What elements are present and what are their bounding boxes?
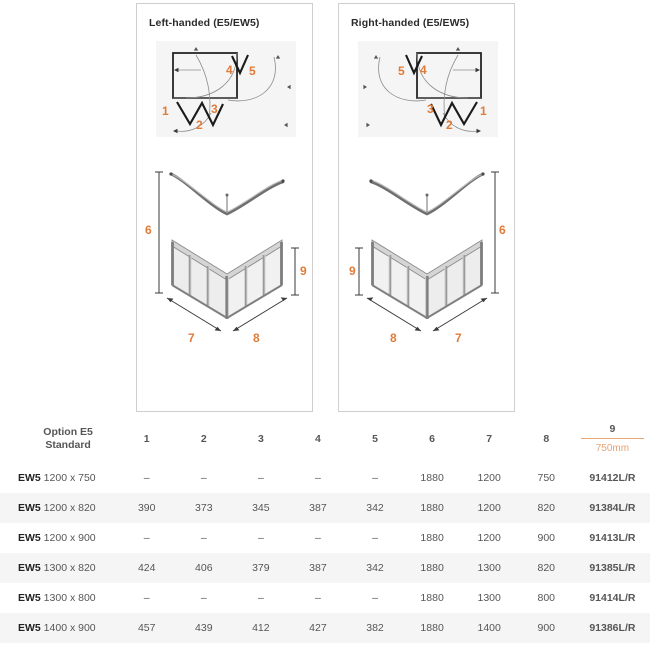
cell-value-1: – bbox=[143, 592, 150, 604]
cell-value-6: 1880 bbox=[420, 592, 444, 604]
cell-value-7: 1400 bbox=[461, 613, 518, 643]
cell-value-7: 1300 bbox=[477, 592, 501, 604]
panel-title-left-handed: Left-handed (E5/EW5) bbox=[149, 17, 260, 29]
cell-value-8: 820 bbox=[518, 553, 575, 583]
plan-view-svg-right bbox=[358, 41, 498, 137]
iso-label-9-left: 9 bbox=[300, 264, 307, 278]
plan-label-3-left: 3 bbox=[211, 102, 218, 116]
iso-label-9-right: 9 bbox=[349, 264, 356, 278]
cell-value-1: – bbox=[143, 472, 150, 484]
iso-label-6-left: 6 bbox=[145, 223, 152, 237]
table-body bbox=[0, 463, 650, 643]
cell-size: 1200 x 750 bbox=[40, 472, 96, 484]
header-col-7: 7 bbox=[486, 433, 493, 445]
cell-option bbox=[0, 493, 118, 523]
cell-value-7: 1200 bbox=[461, 493, 518, 523]
header-col-2: 2 bbox=[200, 433, 207, 445]
cell-value-2: 439 bbox=[175, 613, 232, 643]
cell-value-4: – bbox=[315, 532, 321, 544]
cell-product-code: 91412L/R bbox=[589, 472, 636, 484]
header-col-9 bbox=[575, 415, 650, 463]
cell-value-5: 342 bbox=[346, 553, 403, 583]
header-col-1: 1 bbox=[143, 433, 150, 445]
cell-value-3: – bbox=[257, 592, 264, 604]
diagram-panel-right-handed bbox=[338, 3, 515, 412]
plan-label-3-right: 3 bbox=[427, 102, 434, 116]
cell-value-4: 387 bbox=[289, 493, 346, 523]
table-row bbox=[0, 553, 650, 583]
header-option-line1: Option E5 bbox=[43, 426, 93, 438]
cell-value-5: 382 bbox=[346, 613, 403, 643]
cell-product-code: 91384L/R bbox=[575, 493, 650, 523]
isometric-view-svg-right bbox=[347, 152, 509, 352]
cell-product-code: 91413L/R bbox=[589, 532, 636, 544]
cell-value-4: 387 bbox=[289, 553, 346, 583]
iso-label-7-left: 7 bbox=[188, 331, 195, 345]
plan-label-2-right: 2 bbox=[446, 118, 453, 132]
cell-product-code: 91385L/R bbox=[575, 553, 650, 583]
cell-size: 1300 x 820 bbox=[40, 562, 96, 574]
plan-view-right-handed bbox=[358, 41, 498, 137]
header-col-5: 5 bbox=[372, 433, 378, 445]
table-row bbox=[0, 523, 650, 553]
cell-value-1: 424 bbox=[118, 553, 175, 583]
plan-label-1-left: 1 bbox=[162, 104, 169, 118]
iso-label-8-left: 8 bbox=[253, 331, 260, 345]
header-option bbox=[0, 415, 118, 463]
plan-label-5-right: 5 bbox=[398, 64, 405, 78]
cell-size: 1200 x 900 bbox=[40, 532, 96, 544]
plan-label-4-right: 4 bbox=[420, 63, 427, 77]
header-col-8: 8 bbox=[543, 433, 550, 445]
isometric-view-right-handed bbox=[347, 152, 509, 352]
header-col-6: 6 bbox=[429, 433, 436, 445]
header-col-9-inner bbox=[575, 422, 650, 456]
cell-product-code: 91386L/R bbox=[575, 613, 650, 643]
table-header bbox=[0, 415, 650, 463]
cell-size: 1400 x 900 bbox=[40, 622, 96, 634]
cell-value-2: – bbox=[200, 592, 207, 604]
plan-label-2-left: 2 bbox=[196, 118, 203, 132]
cell-value-8: 900 bbox=[518, 613, 575, 643]
header-col-9-subtitle: 750mm bbox=[595, 443, 630, 454]
header-col-9-number: 9 bbox=[581, 422, 644, 439]
cell-option bbox=[0, 553, 118, 583]
header-row bbox=[0, 415, 650, 463]
plan-label-1-right: 1 bbox=[480, 104, 487, 118]
iso-label-8-right: 8 bbox=[390, 331, 397, 345]
cell-value-8: 820 bbox=[518, 493, 575, 523]
table-row bbox=[0, 493, 650, 523]
cell-option bbox=[0, 613, 118, 643]
diagram-panel-left-handed bbox=[136, 3, 313, 412]
cell-value-6: 1880 bbox=[404, 553, 461, 583]
specification-table bbox=[0, 415, 650, 643]
cell-value-1: 457 bbox=[118, 613, 175, 643]
table-row bbox=[0, 583, 650, 613]
cell-model: EW5 bbox=[18, 592, 41, 604]
cell-size: 1300 x 800 bbox=[40, 592, 96, 604]
plan-label-4-left: 4 bbox=[226, 63, 233, 77]
cell-value-8: 900 bbox=[537, 532, 556, 544]
cell-value-1: – bbox=[143, 532, 150, 544]
cell-value-6: 1880 bbox=[404, 613, 461, 643]
table-row bbox=[0, 613, 650, 643]
isometric-view-left-handed bbox=[145, 152, 307, 352]
cell-value-8: 800 bbox=[537, 592, 556, 604]
cell-value-2: – bbox=[200, 472, 207, 484]
cell-option bbox=[0, 523, 118, 553]
plan-label-5-left: 5 bbox=[249, 64, 256, 78]
plan-view-left-handed bbox=[156, 41, 296, 137]
iso-label-6-right: 6 bbox=[499, 223, 506, 237]
cell-value-2: – bbox=[200, 532, 207, 544]
cell-value-6: 1880 bbox=[420, 472, 444, 484]
cell-value-6: 1880 bbox=[420, 532, 444, 544]
cell-value-7: 1200 bbox=[477, 472, 501, 484]
header-col-3: 3 bbox=[257, 433, 264, 445]
cell-value-5: – bbox=[372, 592, 378, 604]
cell-value-5: 342 bbox=[346, 493, 403, 523]
cell-value-6: 1880 bbox=[404, 493, 461, 523]
iso-label-7-right: 7 bbox=[455, 331, 462, 345]
cell-model: EW5 bbox=[18, 472, 41, 484]
cell-value-7: 1200 bbox=[477, 532, 501, 544]
cell-value-3: 379 bbox=[232, 553, 289, 583]
cell-product-code: 91414L/R bbox=[589, 592, 636, 604]
cell-value-3: 412 bbox=[232, 613, 289, 643]
cell-value-2: 406 bbox=[175, 553, 232, 583]
cell-value-4: – bbox=[315, 592, 321, 604]
header-col-4: 4 bbox=[315, 433, 321, 445]
cell-value-5: – bbox=[372, 532, 378, 544]
cell-value-3: 345 bbox=[232, 493, 289, 523]
cell-size: 1200 x 820 bbox=[40, 502, 96, 514]
cell-value-8: 750 bbox=[537, 472, 556, 484]
cell-value-2: 373 bbox=[175, 493, 232, 523]
cell-value-7: 1300 bbox=[461, 553, 518, 583]
cell-value-4: – bbox=[315, 472, 321, 484]
plan-view-svg-left bbox=[156, 41, 296, 137]
cell-model: EW5 bbox=[18, 562, 41, 574]
cell-model: EW5 bbox=[18, 502, 41, 514]
header-option-line2: Standard bbox=[45, 439, 91, 451]
cell-value-5: – bbox=[372, 472, 378, 484]
cell-option bbox=[0, 463, 118, 493]
cell-value-3: – bbox=[257, 532, 264, 544]
table-row bbox=[0, 463, 650, 493]
cell-value-1: 390 bbox=[118, 493, 175, 523]
cell-value-3: – bbox=[257, 472, 264, 484]
cell-value-4: 427 bbox=[289, 613, 346, 643]
cell-option bbox=[0, 583, 118, 613]
cell-model: EW5 bbox=[18, 532, 41, 544]
cell-model: EW5 bbox=[18, 622, 41, 634]
isometric-view-svg-left bbox=[145, 152, 307, 352]
panel-title-right-handed: Right-handed (E5/EW5) bbox=[351, 17, 470, 29]
